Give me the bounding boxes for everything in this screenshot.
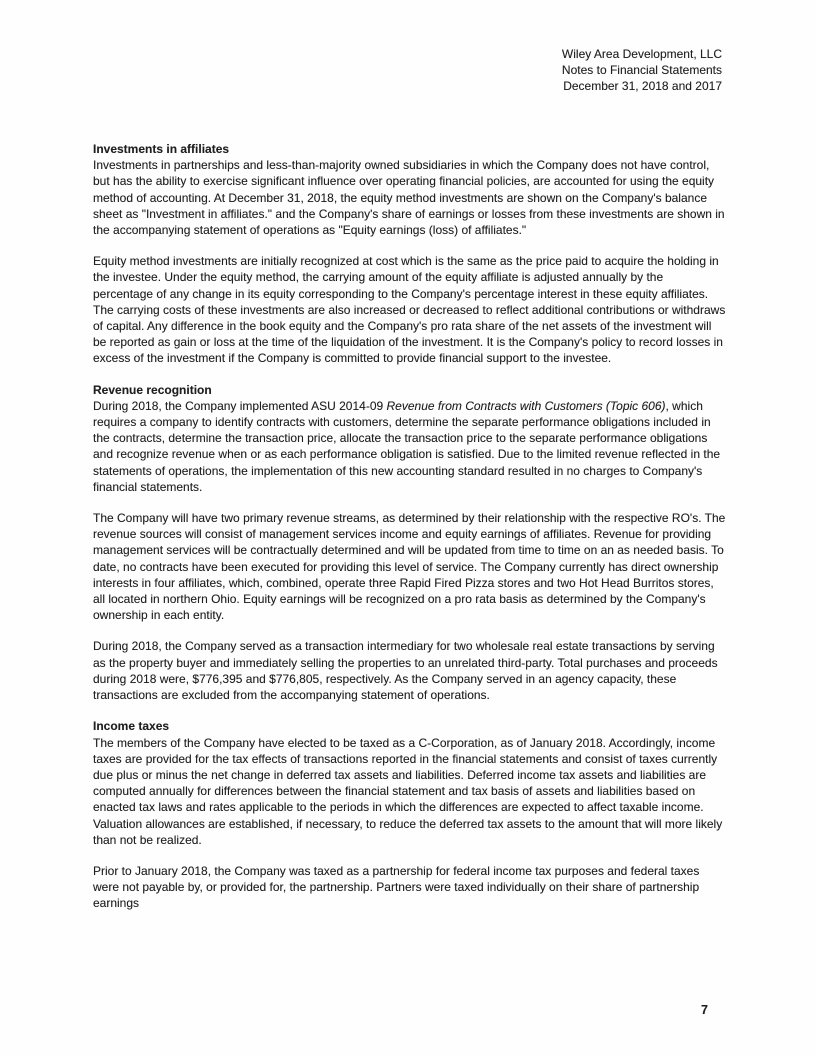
paragraph	[93, 735, 726, 848]
text-run: During 2018, the Company served as a transaction intermediary for two wholesale real estate transactions by serving as the property buyer and immediately selling the properties to an unrelated third-party. Total purchases and proceeds during 2018 were, $776,395 and $776,805, respectively. As the Company served in an agency capacity, these transactions are excluded from the accompanying statement of operations.	[93, 639, 718, 703]
document-header	[562, 46, 722, 95]
text-run: The members of the Company have elected to be taxed as a C-Corporation, as of January 2018. Accordingly, income taxes are provided for the tax effects of transactions reported in the financial statements and consist of taxes currently due plus or minus the net change in deferred tax assets and liabilities. Deferred income tax assets and liabilities are computed annually for differences between the financial statement and tax basis of assets and liabilities based on enacted tax laws and rates applicable to the periods in which the differences are expected to affect taxable income. Valuation allowances are established, if necessary, to reduce the deferred tax assets to the amount that will more likely than not be realized.	[93, 735, 723, 847]
page-number: 7	[701, 1002, 708, 1017]
paragraph	[93, 510, 726, 623]
paragraph	[93, 157, 726, 238]
section-heading: Income taxes	[93, 719, 170, 734]
header-date-line: December 31, 2018 and 2017	[563, 79, 722, 94]
section-revenue-recognition	[93, 382, 726, 704]
section-income-taxes	[93, 718, 726, 911]
text-run-italic: Revenue from Contracts with Customers (Topic 606)	[386, 398, 666, 413]
text-run: Investments in partnerships and less-than-majority owned subsidiaries in which the Company does not have control, but has the ability to exercise significant influence over operating financial policies, are accounted for using the equity method of accounting. At December 31, 2018, the equity method investments are shown on the Company's balance sheet as "Investment in affiliates." and the Company's share of earnings or losses from these investments are shown in the accompanying statement of operations as "Equity earnings (loss) of affiliates."	[93, 158, 725, 238]
text-run: The Company will have two primary revenue streams, as determined by their relationship with the respective RO's. The revenue sources will consist of management services income and equity earnings of affiliates. Revenue for providing management services will be contractually determined and will be updated from time to time on an as needed basis. To date, no contracts have been executed for providing this level of service. The Company currently has direct ownership interests in four affiliates, which, combined, operate three Rapid Fired Pizza stores and two Hot Head Burritos stores, all located in northern Ohio. Equity earnings will be recognized on a pro rata basis as determined by the Company's ownership in each entity.	[93, 511, 726, 623]
section-heading: Investments in affiliates	[93, 142, 230, 156]
document-body	[93, 141, 726, 927]
header-doc-title: Notes to Financial Statements	[561, 63, 722, 78]
header-company-name: Wiley Area Development, LLC	[561, 47, 722, 61]
text-run: Prior to January 2018, the Company was taxed as a partnership for federal income tax purposes and federal taxes were not payable by, or provided for, the partnership. Partners were taxed individually on their share of partnership earnings	[93, 863, 700, 911]
paragraph	[93, 398, 726, 495]
paragraph	[93, 863, 726, 912]
text-run: Equity method investments are initially recognized at cost which is the same as the price paid to acquire the holding in the investee. Under the equity method, the carrying amount of the equity affiliate is adjusted annually by the percentage of any change in its equity corresponding to the Company's percentage interest in these equity affiliates. The carrying costs of these investments are also increased or decreased to reflect additional contributions or withdraws of capital. Any difference in the book equity and the Company's pro rata share of the net assets of the investment will be reported as gain or loss at the time of the liquidation of the investment. It is the Company's policy to record losses in excess of the investment if the Company is committed to provide financial support to the investee.	[93, 254, 726, 366]
section-heading: Revenue recognition	[93, 382, 212, 397]
text-run: During 2018, the Company implemented ASU 2014-09	[93, 398, 387, 413]
text-run: , which requires a company to identify contracts with customers, determine the separate performance obligations included in the contracts, determine the transaction price, allocate the transaction price to the separate performance obligations and recognize revenue when or as each performance obligation is satisfied. Due to the limited revenue reflected in the statements of operations, the implementation of this new accounting standard resulted in no charges to Company's financial statements.	[93, 398, 721, 494]
paragraph	[93, 638, 726, 703]
section-investments-in-affiliates	[93, 141, 726, 367]
paragraph	[93, 253, 726, 366]
